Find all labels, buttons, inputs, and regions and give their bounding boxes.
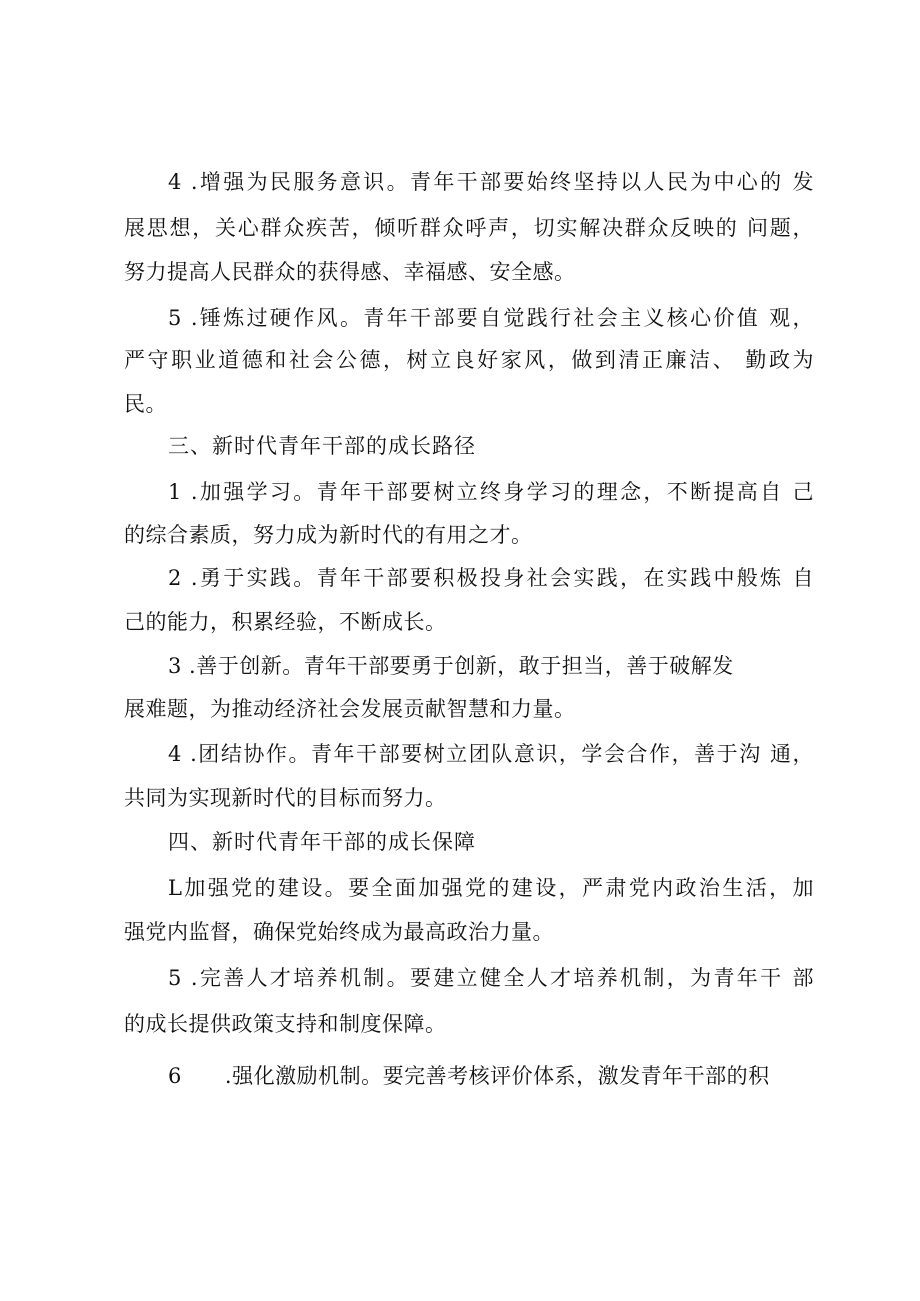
paragraph-9-line-1: 6 .强化激励机制。要完善考核评价体系，激发青年干部的积 [168,1064,770,1088]
paragraph-4-line-2: 己的能力，积累经验，不断成长。 [124,610,447,634]
paragraph-8-line-2: 的成长提供政策支持和制度保障。 [124,1012,447,1036]
paragraph-5-line-1: 3 .善于创新。青年干部要勇于创新，敢于担当，善于破解发 [168,654,734,678]
paragraph-6-line-2: 共同为实现新时代的目标而努力。 [124,786,447,810]
section-heading-3: 三、新时代青年干部的成长路径 [168,434,476,458]
paragraph-5-line-2: 展难题，为推动经济社会发展贡献智慧和力量。 [124,697,576,721]
paragraph-8-line-1: 5 .完善人才培养机制。要建立健全人才培养机制，为青年干 部 [168,966,814,990]
paragraph-7-line-1: L加强党的建设。要全面加强党的建设，严肃党内政治生活，加 [168,876,814,900]
paragraph-2-line-1: 5 .锤炼过硬作风。青年干部要自觉践行社会主义核心价值 观， [168,306,814,330]
paragraph-3-line-2: 的综合素质，努力成为新时代的有用之才。 [124,523,533,547]
section-heading-4: 四、新时代青年干部的成长保障 [168,830,476,854]
paragraph-3-line-1: 1 .加强学习。青年干部要树立终身学习的理念，不断提高自 己 [168,480,814,504]
paragraph-1-line-2: 展思想，关心群众疾苦，倾听群众呼声，切实解决群众反映的 问题， [124,216,814,240]
paragraph-1-line-3: 努力提高人民群众的获得感、幸福感、安全感。 [124,260,576,284]
paragraph-6-line-1: 4 .团结协作。青年干部要树立团队意识，学会合作，善于沟 通， [168,742,814,766]
paragraph-1-line-1: 4 .增强为民服务意识。青年干部要始终坚持以人民为中心的 发 [168,170,814,194]
paragraph-7-line-2: 强党内监督，确保党始终成为最高政治力量。 [124,920,554,944]
paragraph-4-line-1: 2 .勇于实践。青年干部要积极投身社会实践，在实践中般炼 自 [168,566,814,590]
paragraph-2-line-3: 民。 [124,392,167,416]
paragraph-2-line-2: 严守职业道德和社会公德，树立良好家风，做到清正廉洁、 勤政为 [124,348,814,372]
